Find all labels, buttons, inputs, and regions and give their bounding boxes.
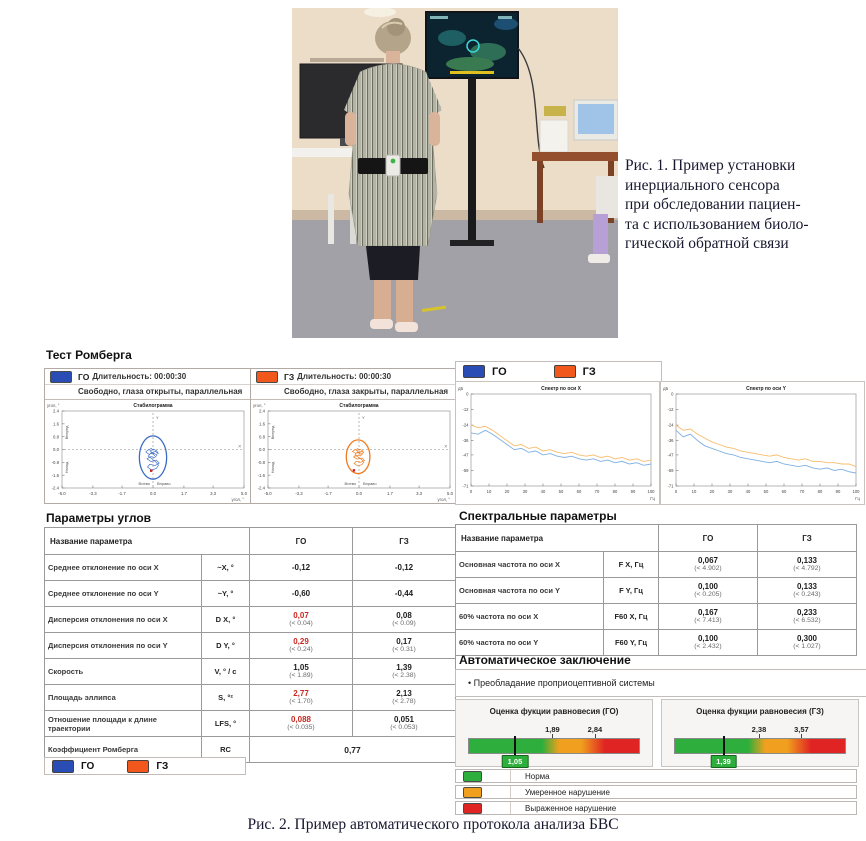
svg-text:80: 80 [612, 489, 618, 494]
table-cell: F60 X, Гц [604, 604, 659, 630]
gauge-go [455, 699, 653, 767]
table-cell: 0,29 (< 0.24) [250, 633, 353, 659]
svg-text:80: 80 [817, 489, 823, 494]
svg-text:20: 20 [709, 489, 715, 494]
gauge-threshold-label: 3,57 [794, 725, 809, 734]
table-header-cell: ГЗ [353, 528, 456, 555]
table-row [45, 659, 456, 685]
gz-legend-label: ГЗ [156, 760, 169, 772]
svg-text:-3.3: -3.3 [295, 491, 303, 496]
table-cell: Коэффициент Ромберга [45, 737, 202, 763]
svg-text:50: 50 [558, 489, 564, 494]
romberg-legend [44, 757, 246, 775]
panel-condition: Свободно, глаза закрыты, параллельная [284, 387, 449, 396]
table-cell: Дисперсия отклонения по оси X [45, 607, 202, 633]
svg-text:100: 100 [852, 489, 860, 494]
conclusion-bullet: • Преобладание проприоцептивной системы [455, 669, 866, 697]
svg-text:Вперед: Вперед [64, 425, 69, 440]
table-cell: F Y, Гц [604, 578, 659, 604]
svg-text:1.6: 1.6 [259, 421, 265, 427]
caption-line: инерциального сенсора [625, 176, 780, 194]
table-cell: -0,12 [250, 555, 353, 581]
svg-text:-47: -47 [462, 452, 469, 458]
svg-text:-0.8: -0.8 [257, 459, 265, 465]
table-cell: 0,08 (< 0.09) [353, 607, 456, 633]
svg-text:3.3: 3.3 [416, 491, 423, 496]
legend-color-chip [463, 787, 482, 798]
table-cell: 0,77 [250, 737, 456, 763]
table-header-cell: Название параметра [456, 525, 659, 552]
spectral-table [455, 524, 857, 656]
table-row [456, 552, 857, 578]
table-cell: -0,60 [250, 581, 353, 607]
svg-text:40: 40 [540, 489, 546, 494]
gauge-threshold-tick [552, 734, 553, 738]
legend-label: Норма [525, 771, 550, 781]
legend-color-chip [463, 803, 482, 814]
conclusion-legend-row [455, 785, 857, 799]
table-cell: -0,12 [353, 555, 456, 581]
figure1-caption [625, 156, 863, 254]
table-cell: Скорость [45, 659, 202, 685]
table-cell: 0,133 (< 4.792) [758, 552, 857, 578]
table-cell: 0,133 (< 0.243) [758, 578, 857, 604]
svg-text:40: 40 [745, 489, 751, 494]
svg-text:X: X [238, 443, 241, 449]
svg-text:угол, °: угол, ° [437, 497, 450, 502]
table-cell: 1,39 (< 2.38) [353, 659, 456, 685]
svg-text:0.8: 0.8 [259, 434, 265, 440]
table-cell: 0,100 (< 2.432) [659, 630, 758, 656]
svg-text:Гц: Гц [650, 496, 655, 501]
spectrum-x-panel [455, 381, 660, 505]
legend-label: Выраженное нарушение [525, 803, 617, 813]
caption-line: при обследовании пациен- [625, 196, 801, 214]
table-cell: 0,088 (< 0.035) [250, 711, 353, 737]
angles-table-title: Параметры углов [46, 511, 152, 525]
legend-label: Умеренное нарушение [525, 787, 610, 797]
table-row [456, 604, 857, 630]
svg-text:-0.8: -0.8 [51, 459, 59, 465]
panel-duration: Длительность: 00:00:30 [297, 372, 392, 381]
table-cell: LFS, ° [202, 711, 250, 737]
svg-text:10: 10 [691, 489, 697, 494]
gz-legend-chip [127, 760, 149, 773]
gauge-gz [661, 699, 859, 767]
svg-text:Влево: Влево [138, 481, 150, 486]
svg-text:Спектр по оси X: Спектр по оси X [541, 386, 581, 392]
table-cell: 0,167 (< 7.413) [659, 604, 758, 630]
go-legend-chip [52, 760, 74, 773]
svg-text:3.3: 3.3 [210, 491, 217, 496]
table-cell: RC [202, 737, 250, 763]
gauge-threshold-tick [595, 734, 596, 738]
spectrum-y-panel [660, 381, 865, 505]
table-cell: D X, ° [202, 607, 250, 633]
svg-text:0.0: 0.0 [150, 491, 156, 496]
table-cell: 0,300 (< 1.027) [758, 630, 857, 656]
table-cell: D Y, ° [202, 633, 250, 659]
svg-text:90: 90 [630, 489, 636, 494]
svg-text:Y: Y [362, 415, 365, 420]
table-cell: ~X, ° [202, 555, 250, 581]
table-row [45, 555, 456, 581]
gauge-marker [514, 736, 516, 756]
svg-text:-3.3: -3.3 [89, 491, 97, 496]
svg-text:-24: -24 [462, 422, 469, 428]
gauge-bar [468, 738, 640, 754]
svg-text:-2.4: -2.4 [257, 485, 265, 491]
svg-text:1.7: 1.7 [180, 491, 187, 496]
table-cell: 60% частота по оси X [456, 604, 604, 630]
table-header-cell: ГО [659, 525, 758, 552]
gauge-threshold-label: 1,89 [545, 725, 560, 734]
table-cell: 60% частота по оси Y [456, 630, 604, 656]
svg-text:-71: -71 [462, 483, 469, 489]
table-cell: Основная частота по оси Y [456, 578, 604, 604]
panel-duration: Длительность: 00:00:30 [92, 372, 187, 381]
svg-text:-12: -12 [462, 407, 469, 413]
table-cell: F60 Y, Гц [604, 630, 659, 656]
table-header-cell: ГО [250, 528, 353, 555]
svg-text:Y: Y [156, 415, 159, 420]
table-cell: Отношение площади к длине траектории [45, 711, 202, 737]
svg-text:-1.6: -1.6 [257, 472, 265, 478]
figure-photo [292, 8, 618, 338]
stabilogram-panel-gz [250, 368, 458, 504]
svg-text:90: 90 [835, 489, 841, 494]
table-cell: 2,13 (< 2.78) [353, 685, 456, 711]
table-cell: Среднее отклонение по оси X [45, 555, 202, 581]
table-cell: Среднее отклонение по оси Y [45, 581, 202, 607]
svg-text:угол, °: угол, ° [47, 403, 60, 408]
table-cell: Дисперсия отклонения по оси Y [45, 633, 202, 659]
conclusion-legend [455, 769, 857, 817]
table-cell: ~Y, ° [202, 581, 250, 607]
spectrum-y-chart [661, 382, 862, 502]
inertial-sensor [386, 155, 400, 176]
table-header-cell: Название параметра [45, 528, 250, 555]
table-row [45, 633, 456, 659]
go-legend-label: ГО [81, 760, 95, 772]
svg-text:Назад: Назад [270, 461, 275, 474]
gz-legend-label: ГЗ [582, 365, 596, 378]
table-row [45, 607, 456, 633]
gauge-threshold-label: 2,38 [751, 725, 767, 734]
svg-text:X: X [444, 443, 447, 449]
table-cell: -0,44 [353, 581, 456, 607]
svg-text:Вправо: Вправо [363, 481, 377, 486]
caption-line: та с использованием биоло- [625, 215, 809, 233]
svg-text:Спектр по оси Y: Спектр по оси Y [746, 386, 786, 392]
table-cell: Площадь эллипса [45, 685, 202, 711]
table-cell: F X, Гц [604, 552, 659, 578]
svg-text:Влево: Влево [344, 481, 356, 486]
panel-code: ГО [78, 371, 90, 382]
svg-text:-2.4: -2.4 [51, 485, 59, 491]
svg-text:50: 50 [763, 489, 769, 494]
figure2-caption: Рис. 2. Пример автоматического протокола анализа БВС [247, 816, 619, 833]
stabilogram-chart-gz [251, 400, 455, 502]
svg-text:-5.0: -5.0 [264, 491, 272, 496]
svg-text:-5.0: -5.0 [58, 491, 66, 496]
gauge-title: Оценка фукции равновесия (ГО) [489, 707, 619, 716]
legend-color-chip [463, 771, 482, 782]
conclusion-legend-row [455, 769, 857, 783]
table-cell: Основная частота по оси X [456, 552, 604, 578]
spectrum-x-chart [456, 382, 657, 502]
svg-text:5.0: 5.0 [241, 491, 247, 496]
table-row [45, 685, 456, 711]
gauge-value-badge: 1,39 [710, 755, 737, 768]
panel-code: ГЗ [284, 371, 295, 382]
spectrum-legend [455, 361, 662, 382]
svg-text:угол, °: угол, ° [253, 403, 266, 408]
svg-text:30: 30 [727, 489, 733, 494]
caption-line: гической обратной связи [625, 235, 789, 253]
svg-text:-1.7: -1.7 [324, 491, 332, 496]
gauge-value-badge: 1,05 [502, 755, 529, 768]
svg-text:-1.6: -1.6 [51, 472, 59, 478]
go-legend-chip [463, 365, 485, 378]
gz-color-chip [256, 371, 278, 383]
table-row [45, 581, 456, 607]
tv-screen [426, 12, 518, 78]
table-cell: 2,77 (< 1.70) [250, 685, 353, 711]
svg-text:2.4: 2.4 [53, 408, 59, 414]
svg-text:0.0: 0.0 [259, 447, 265, 453]
svg-text:0.8: 0.8 [53, 434, 59, 440]
svg-text:70: 70 [799, 489, 805, 494]
svg-text:-12: -12 [667, 407, 674, 413]
table-cell: 0,100 (< 0.205) [659, 578, 758, 604]
svg-text:70: 70 [594, 489, 600, 494]
table-row [456, 578, 857, 604]
svg-text:60: 60 [576, 489, 582, 494]
svg-text:0: 0 [671, 391, 674, 397]
svg-text:дБ: дБ [458, 386, 464, 391]
svg-text:Назад: Назад [64, 461, 69, 474]
table-cell: 0,051 (< 0.053) [353, 711, 456, 737]
svg-text:0: 0 [674, 489, 678, 494]
svg-text:Стабилограмма: Стабилограмма [133, 403, 173, 409]
svg-text:0.0: 0.0 [356, 491, 362, 496]
svg-text:60: 60 [781, 489, 787, 494]
gauge-threshold-tick [801, 734, 802, 738]
gauge-threshold-label: 2,84 [587, 725, 603, 734]
svg-text:угол, °: угол, ° [231, 497, 244, 502]
svg-text:Гц: Гц [855, 496, 860, 501]
tv-stand-pole [468, 78, 476, 242]
table-cell: 1,05 (< 1.89) [250, 659, 353, 685]
svg-text:2.4: 2.4 [259, 408, 265, 414]
spectral-table-title: Спектральные параметры [459, 509, 617, 523]
caption-line: Рис. 1. Пример установки [625, 157, 796, 174]
table-cell: 0,17 (< 0.31) [353, 633, 456, 659]
table-cell: V, ° / с [202, 659, 250, 685]
table-cell: 0,067 (< 4.902) [659, 552, 758, 578]
conclusion-legend-row [455, 801, 857, 815]
svg-text:Вправо: Вправо [157, 481, 171, 486]
go-color-chip [50, 371, 72, 383]
panel-condition: Свободно, глаза открыты, параллельная [78, 387, 243, 396]
gauge-threshold-tick [759, 734, 760, 738]
table-row [456, 630, 857, 656]
svg-text:-59: -59 [462, 468, 469, 474]
gz-legend-chip [554, 365, 576, 378]
svg-text:Вперед: Вперед [270, 425, 275, 440]
svg-text:100: 100 [647, 489, 655, 494]
svg-text:0.0: 0.0 [53, 447, 59, 453]
stabilogram-chart-go [45, 400, 249, 502]
svg-text:-71: -71 [667, 483, 674, 489]
svg-text:-47: -47 [667, 452, 674, 458]
svg-text:1.6: 1.6 [53, 421, 59, 427]
stabilogram-panel-go [44, 368, 252, 504]
conclusion-title: Автоматическое заключение [459, 653, 631, 667]
svg-text:-1.7: -1.7 [118, 491, 126, 496]
svg-text:0: 0 [469, 489, 473, 494]
svg-text:5.0: 5.0 [447, 491, 453, 496]
gauge-marker [723, 736, 725, 756]
angles-table [44, 527, 456, 763]
go-legend-label: ГО [492, 365, 507, 378]
gauge-bar [674, 738, 846, 754]
svg-text:30: 30 [522, 489, 528, 494]
svg-text:-59: -59 [667, 468, 674, 474]
svg-text:1.7: 1.7 [386, 491, 393, 496]
table-cell: 0,07 (< 0.04) [250, 607, 353, 633]
svg-text:-36: -36 [667, 438, 674, 444]
table-header-cell: ГЗ [758, 525, 857, 552]
gauge-title: Оценка фукции равновесия (ГЗ) [696, 707, 824, 716]
table-cell: 0,233 (< 6.532) [758, 604, 857, 630]
svg-text:0: 0 [466, 391, 469, 397]
svg-text:дБ: дБ [663, 386, 669, 391]
svg-text:-36: -36 [462, 438, 469, 444]
table-row [45, 711, 456, 737]
svg-text:10: 10 [486, 489, 492, 494]
svg-text:Стабилограмма: Стабилограмма [339, 403, 379, 409]
table-cell: S, °² [202, 685, 250, 711]
svg-text:-24: -24 [667, 422, 674, 428]
svg-text:20: 20 [504, 489, 510, 494]
romberg-title: Тест Ромберга [46, 348, 132, 362]
